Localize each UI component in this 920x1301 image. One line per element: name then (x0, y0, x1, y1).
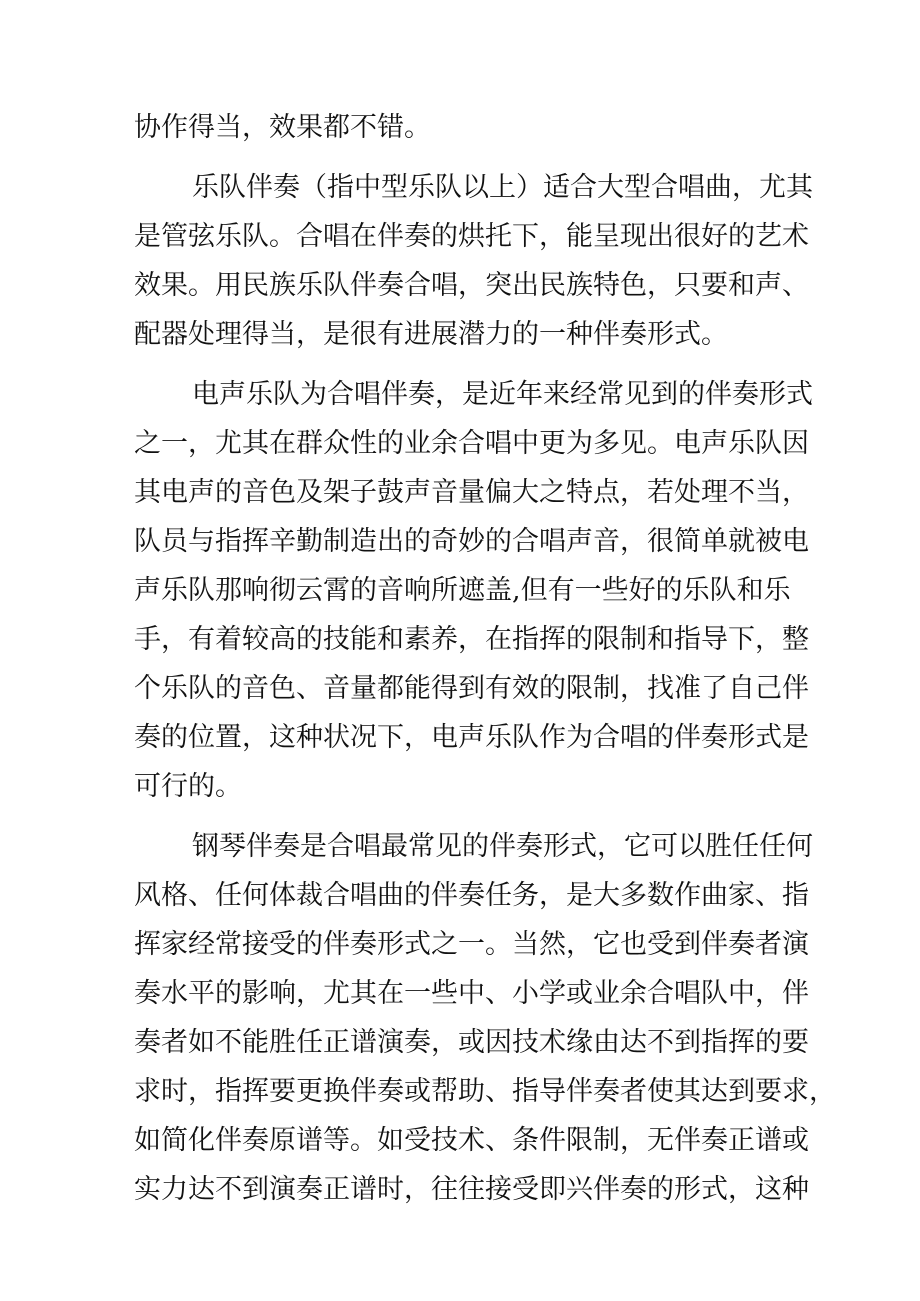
text-line: 个乐队的音色、音量都能得到有效的限制，找准了自己伴 (134, 673, 809, 704)
text-line: 其电声的音色及架子鼓声音量偏大之特点，若处理不当， (134, 477, 809, 508)
text-line: 可行的。 (134, 771, 242, 802)
text-line: 协作得当，效果都不错。 (134, 112, 431, 143)
text-line: 声乐队那响彻云霄的音响所遮盖,但有一些好的乐队和乐 (134, 575, 791, 606)
text-line: 之一，尤其在群众性的业余合唱中更为多见。电声乐队因 (134, 428, 809, 459)
text-line: 求时，指挥要更换伴奏或帮助、指导伴奏者使其达到要求， (134, 1076, 836, 1107)
text-line: 队员与指挥辛勤制造出的奇妙的合唱声音，很简单就被电 (134, 526, 809, 557)
paragraph-3 (134, 370, 813, 811)
text-line: 是管弦乐队。合唱在伴奏的烘托下，能呈现出很好的艺术 (134, 221, 809, 252)
text-line: 钢琴伴奏是合唱最常见的伴奏形式，它可以胜任任何 (192, 831, 813, 862)
text-line: 实力达不到演奏正谱时，往往接受即兴伴奏的形式，这种 (134, 1174, 809, 1205)
text-line: 乐队伴奏（指中型乐队以上）适合大型合唱曲，尤其 (192, 172, 813, 203)
text-line: 电声乐队为合唱伴奏，是近年来经常见到的伴奏形式 (192, 379, 813, 410)
text-line: 挥家经常接受的伴奏形式之一。当然，它也受到伴奏者演 (134, 929, 809, 960)
paragraph-2 (134, 163, 813, 359)
text-line: 风格、任何体裁合唱曲的伴奏任务，是大多数作曲家、指 (134, 880, 809, 911)
text-line: 奏水平的影响，尤其在一些中、小学或业余合唱队中，伴 (134, 978, 809, 1009)
paragraph-4 (134, 822, 836, 1214)
document-body (134, 103, 836, 1214)
text-line: 配器处理得当，是很有进展潜力的一种伴奏形式。 (134, 319, 728, 350)
text-line: 奏的位置，这种状况下，电声乐队作为合唱的伴奏形式是 (134, 722, 809, 753)
text-line: 如简化伴奏原谱等。如受技术、条件限制，无伴奏正谱或 (134, 1125, 809, 1156)
paragraph-1 (134, 103, 790, 152)
text-line: 奏者如不能胜任正谱演奏，或因技术缘由达不到指挥的要 (134, 1027, 809, 1058)
text-line: 效果。用民族乐队伴奏合唱，突出民族特色，只要和声、 (134, 270, 809, 301)
text-line: 手，有着较高的技能和素养，在指挥的限制和指导下，整 (134, 624, 809, 655)
